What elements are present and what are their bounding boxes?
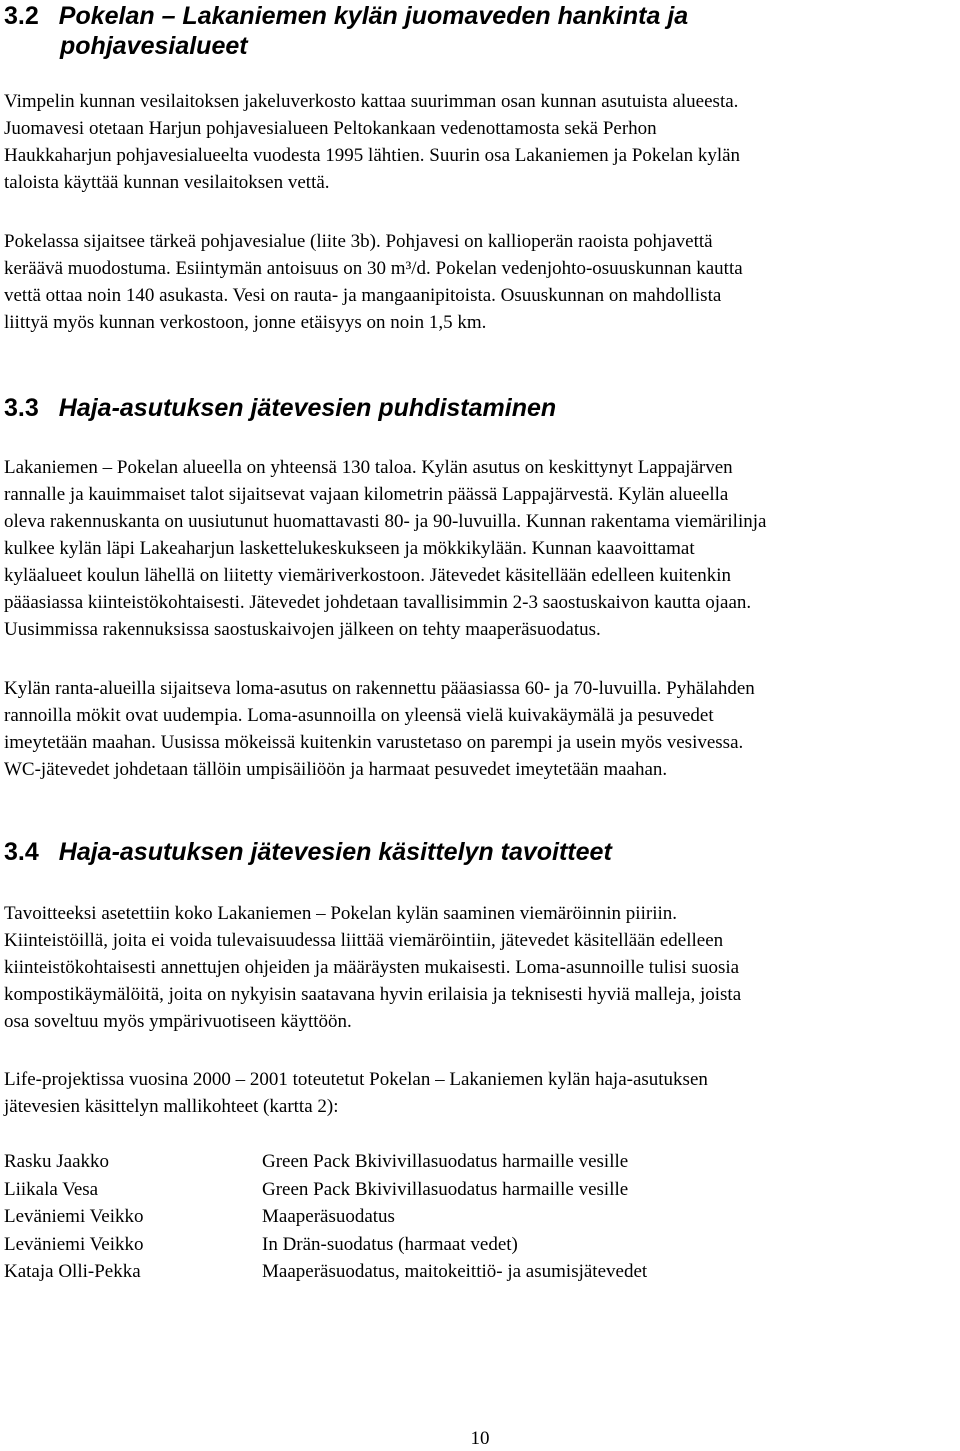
treatment-system: In Drän-suodatus (harmaat vedet) [262, 1233, 518, 1255]
owner-name: Leväniemi Veikko [4, 1233, 144, 1255]
section-number: 3.4 [4, 838, 39, 866]
text-line: Uusimmissa rakennuksissa saostuskaivojen jälkeen on tehty maaperäsuodatus. [4, 619, 601, 640]
owner-name: Liikala Vesa [4, 1178, 99, 1200]
paragraph [4, 900, 741, 1035]
text-line: rannoilla mökit ovat uudempia. Loma-asunnoilla on yleensä vielä kuivakäymälä ja pesuvedet [4, 705, 714, 726]
list-item [4, 1176, 647, 1204]
owner-name: Leväniemi Veikko [4, 1206, 144, 1227]
treatment-system: Green Pack Bkivivillasuodatus harmaille vesille [262, 1178, 629, 1200]
text-line: vettä ottaa noin 140 asukasta. Vesi on rauta- ja mangaanipitoista. Osuuskunnan on mahdollista [4, 285, 722, 306]
text-line: rannalle ja kauimmaiset talot sijaitsevat vajaan kilometrin päässä Lappajärvestä. Kylän alueella [4, 484, 729, 505]
paragraph [4, 88, 740, 196]
paragraph [4, 675, 755, 783]
text-line: Pokelassa sijaitsee tärkeä pohjavesialue (liite 3b). Pohjavesi on kallioperän raoista pohjavettä [4, 231, 713, 252]
list-item [4, 1258, 647, 1286]
section-title-cont: pohjavesialueet [60, 32, 248, 60]
text-line: pääasiassa kiinteistökohtaisesti. Jätevedet johdetaan tavallisimmin 2-3 saostuskaivon kautta ojaan. [4, 592, 752, 613]
treatment-system: Maaperäsuodatus, maitokeittiö- ja asumisjätevedet [262, 1261, 648, 1282]
text-line: kiinteistökohtaisesti annettujen ohjeiden ja määräysten mukaisesti. Loma-asunnoille tulisi suosia [4, 957, 740, 978]
treatment-system: Maaperäsuodatus [262, 1206, 395, 1227]
text-line: kompostikäymälöitä, joita on nykyisin saatavana hyvin erilaisia ja teknisesti hyviä malleja, joista [4, 984, 742, 1005]
list-item [4, 1203, 647, 1231]
section-title: Haja-asutuksen jätevesien käsittelyn tavoitteet [58, 838, 612, 866]
text-line: liittyä myös kunnan verkostoon, jonne etäisyys on noin 1,5 km. [4, 312, 487, 333]
paragraph [4, 228, 743, 336]
text-line: Life-projektissa vuosina 2000 – 2001 toteutetut Pokelan – Lakaniemen kylän haja-asutuksen [4, 1069, 708, 1090]
owner-name: Rasku Jaakko [4, 1151, 110, 1172]
section-title: Haja-asutuksen jätevesien puhdistaminen [58, 394, 557, 422]
section-number: 3.3 [4, 394, 39, 422]
text-line: WC-jätevedet johdetaan tällöin umpisäiliöön ja harmaat pesuvedet imeytetään maahan. [4, 759, 668, 780]
paragraph [4, 454, 766, 643]
text-line: kulkee kylän läpi Lakeaharjun laskettelukeskukseen ja mökkikylään. Kunnan kaavoittamat [4, 538, 695, 559]
text-line: Kylän ranta-alueilla sijaitseva loma-asutus on rakennettu pääasiassa 60- ja 70-luvuilla. Pyhälahden [4, 678, 755, 699]
text-line: Kiinteistöillä, joita ei voida tulevaisuudessa liittää viemäröintiin, jätevedet käsitellään edelleen [4, 930, 724, 951]
section-3-2-heading [4, 0, 688, 33]
text-line: osa soveltuu myös ympärivuotiseen käyttöön. [4, 1011, 352, 1032]
text-line: keräävä muodostuma. Esiintymän antoisuus on 30 m³/d. Pokelan vedenjohto-osuuskunnan kautta [4, 258, 743, 279]
text-line: kyläalueet koulun lähellä on liitetty viemäriverkostoon. Jätevedet käsitellään edelleen kuitenkin [4, 565, 732, 586]
page-number: 10 [470, 1428, 490, 1449]
paragraph [4, 1066, 708, 1120]
example-sites-list [4, 1148, 647, 1286]
text-line: Haukkaharjun pohjavesialueelta vuodesta 1995 lähtien. Suurin osa Lakaniemen ja Pokelan kylän [4, 145, 741, 166]
text-line: jätevesien käsittelyn mallikohteet (kartta 2): [4, 1096, 339, 1117]
text-line: imeytetään maahan. Uusissa mökeissä kuitenkin varustetaso on parempi ja usein myös vesivessa. [4, 732, 744, 753]
list-item [4, 1231, 647, 1259]
owner-name: Kataja Olli-Pekka [4, 1261, 141, 1282]
list-item [4, 1148, 647, 1176]
text-line: Tavoitteeksi asetettiin koko Lakaniemen – Pokelan kylän saaminen viemäröinnin piiriin. [4, 903, 677, 924]
treatment-system: Green Pack Bkivivillasuodatus harmaille vesille [262, 1151, 629, 1172]
section-number: 3.2 [4, 2, 39, 30]
section-title: Pokelan – Lakaniemen kylän juomaveden hankinta ja [58, 2, 689, 30]
section-3-3-heading [4, 392, 556, 425]
text-line: Juomavesi otetaan Harjun pohjavesialueen Peltokankaan vedenottamosta sekä Perhon [4, 118, 657, 139]
text-line: oleva rakennuskanta on uusiutunut huomattavasti 80- ja 90-luvuilla. Kunnan rakentama viemärilinja [4, 511, 767, 532]
section-3-4-heading [4, 836, 612, 869]
text-line: Lakaniemen – Pokelan alueella on yhteensä 130 taloa. Kylän asutus on keskittynyt Lappajärven [4, 457, 733, 478]
text-line: taloista käyttää kunnan vesilaitoksen vettä. [4, 172, 330, 193]
text-line: Vimpelin kunnan vesilaitoksen jakeluverkosto kattaa suurimman osan kunnan asutuista alueesta. [4, 91, 739, 112]
section-3-2-heading-cont [60, 30, 248, 63]
